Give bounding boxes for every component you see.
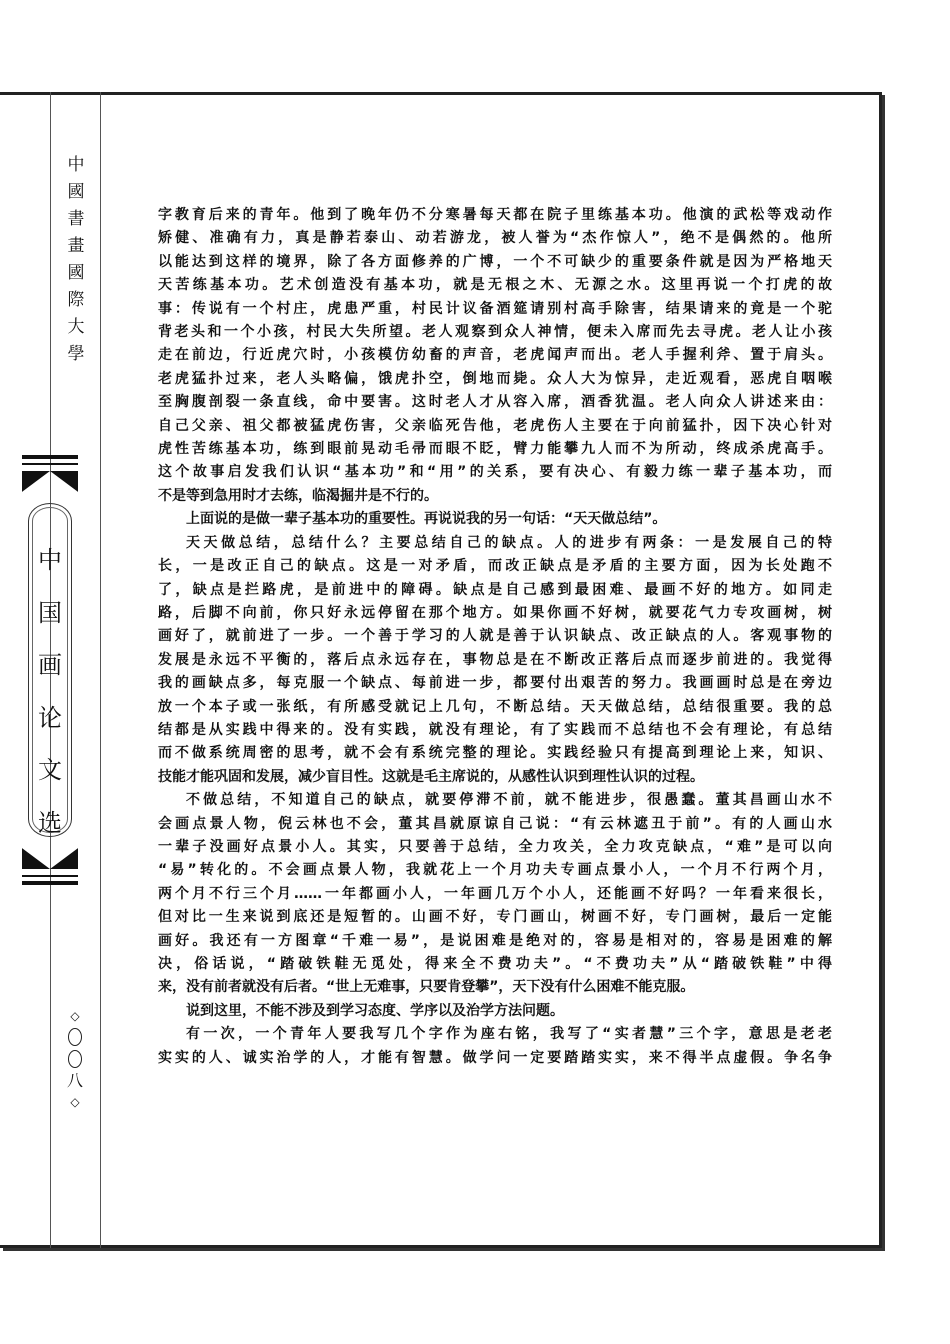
text-line: 长，一是改正自己的缺点。这是一对矛盾，而改正缺点是矛盾的主要方面，因为长处跑不 — [158, 558, 832, 575]
text-line: 来，没有前者就没有后者。“世上无难事，只要肯登攀”，天下没有什么困难不能克服。 — [158, 979, 695, 996]
body-text — [158, 204, 832, 1070]
text-line: 两个月不行三个月……一年都画小人，一年画几万个小人，还能画不好吗？一年看来很长， — [158, 885, 832, 902]
panel-top-rule — [22, 463, 78, 465]
university-vertical-title — [63, 152, 89, 368]
text-line: 了，缺点是拦路虎，是前进中的障碍。缺点是自己感到最困难、最画不好的地方。如同走 — [158, 581, 832, 598]
panel-bottom-rule — [22, 875, 78, 877]
panel-bottom-bar — [22, 881, 78, 885]
text-line: 自己父亲、祖父都被猛虎伤害，父亲临死告他，老虎伤人主要在于向前猛扑，因下决心针对 — [158, 417, 832, 434]
page-number — [60, 1006, 90, 1112]
text-line: 不做总结，不知道自己的缺点，就要停滞不前，就不能进步，很愚蠢。董其昌画山水不 — [186, 792, 832, 809]
book-title-char: 文 — [38, 756, 62, 784]
text-line: 矫健、准确有力，真是静若泰山、动若游龙，被人誉为“杰作惊人”，绝不是偶然的。他所 — [158, 230, 832, 247]
text-line: 画好。我还有一方图章“千难一易”，是说困难是绝对的，容易是相对的，容易是困难的解 — [158, 932, 832, 949]
university-char: 畫 — [67, 236, 85, 256]
text-line: 至胸腹剖裂一条直线，命中要害。这时老人才从容入席，酒香犹温。老人向众人讲述来由： — [158, 394, 832, 411]
text-line: 走在前边，行近虎穴时，小孩模仿幼畜的声音，老虎闻声而出。老人手握利斧、置于肩头。 — [158, 347, 832, 364]
text-line: 会画点景人物，倪云林也不会，董其昌就原谅自己说：“有云林遮丑于前”。有的人画山水 — [158, 815, 832, 832]
book-title-char: 画 — [38, 651, 62, 679]
text-line: 天苦练基本功。艺术创造没有基本功，就是无根之木、无源之水。这里再说一个打虎的故 — [158, 277, 832, 294]
text-line: 字教育后来的青年。他到了晚年仍不分寒暑每天都在院子里练基本功。他演的武松等戏动作 — [158, 207, 832, 223]
text-line: 背老头和一个小孩，村民大失所望。老人观察到众人神情，便未入席而先去寻虎。老人让小孩 — [158, 324, 832, 341]
diamond-ornament-icon: ◇ — [70, 1009, 80, 1023]
text-line: 上面说的是做一辈子基本功的重要性。再说说我的另一句话：“天天做总结”。 — [186, 511, 667, 528]
text-line: 实实的人、诚实治学的人，才能有智慧。做学问一定要踏踏实实，来不得半点虚假。争名争 — [158, 1049, 832, 1066]
text-line: 不是等到急用时才去练，临渴掘井是不行的。 — [158, 487, 438, 504]
panel-top-bar — [22, 455, 78, 459]
text-line: 事：传说有一个村庄，虎患严重，村民计议备酒筵请别村高手除害，结果请来的竟是一个驼 — [158, 300, 832, 317]
text-line: 结都是从实践中得来的。没有实践，就没有理论，有了实践而不总结也不会有理论，有总结 — [158, 721, 832, 738]
text-line: 这个故事启发我们认识“基本功”和“用”的关系，要有决心、有毅力练一辈子基本功，而 — [158, 464, 832, 481]
text-line: 但对比一生来说到底还是短暂的。山画不好，专门画山，树画不好，专门画树，最后一定能 — [158, 909, 832, 926]
book-title-char: 论 — [38, 703, 62, 732]
text-line: 天天做总结，总结什么？主要总结自己的缺点。人的进步有两条：一是发展自己的特 — [186, 534, 832, 551]
page-number-digit: 八 — [66, 1071, 83, 1090]
text-line: 以能达到这样的境界，除了各方面修养的广博，一个不可缺少的重要条件就是因为严格地天 — [158, 253, 832, 270]
book-title-char: 中 — [38, 546, 62, 574]
text-line: 技能才能巩固和发展，减少盲目性。这就是毛主席说的，从感性认识到理性认识的过程。 — [158, 768, 704, 785]
book-title — [20, 534, 80, 849]
text-line: 放一个本子或一张纸，有所感受就记上几句，不断总结。天天做总结，总结很重要。我的总 — [158, 698, 832, 715]
university-char: 書 — [67, 209, 85, 229]
margin-rule-inner — [100, 92, 101, 1248]
university-char: 中 — [67, 155, 85, 175]
book-title-char: 国 — [38, 598, 62, 627]
text-line: 有一次，一个青年人要我写几个字作为座右铭，我写了“实者慧”三个字，意思是老老 — [186, 1026, 832, 1043]
university-char: 學 — [67, 344, 85, 364]
text-line: 画好了，就前进了一步。一个善于学习的人就是善于认识缺点、改正缺点的人。客观事物的 — [158, 628, 832, 645]
university-char: 大 — [67, 317, 85, 337]
university-char: 際 — [67, 290, 85, 310]
text-line: 路，后脚不向前，你只好永远停留在那个地方。如果你画不好树，就要花气力专攻画树，树 — [158, 604, 832, 621]
page-number-digit-zero — [68, 1050, 82, 1068]
text-line: 说到这里，不能不涉及到学习态度、学序以及治学方法问题。 — [186, 1002, 564, 1019]
text-line: 我的画缺点多，每克服一个缺点、每前进一步，都要付出艰苦的努力。我画画时总是在旁边 — [158, 675, 832, 692]
book-title-char: 选 — [38, 808, 62, 837]
page-number-digit-zero — [68, 1028, 82, 1046]
text-line: 虎性苦练基本功，练到眼前晃动毛帚而眼不眨，臂力能攀九人而不为所动，终成杀虎高手。 — [158, 441, 832, 458]
text-line: 老虎猛扑过来，老人头略偏，饿虎扑空，倒地而毙。众人大为惊异，走近观看，恶虎自咽喉 — [158, 370, 832, 387]
university-char: 國 — [67, 263, 85, 283]
text-line: “易”转化的。不会画点景人物，我就花上一个月功夫专画点景小人，一个月不行两个月， — [158, 862, 832, 879]
university-char: 國 — [67, 182, 85, 202]
text-line: 发展是永远不平衡的，落后点永远存在，事物总是在不断改正落后点而逐步前进的。我觉得 — [158, 651, 832, 668]
text-line: 一辈子没画好点景小人。其实，只要善于总结，全力攻关，全力攻克缺点，“难”是可以向 — [158, 838, 832, 855]
text-line: 决，俗话说，“踏破铁鞋无觅处，得来全不费功夫”。“不费功夫”从“踏破铁鞋”中得 — [158, 956, 832, 972]
diamond-ornament-icon: ◇ — [70, 1095, 80, 1109]
text-line: 而不做系统周密的思考，就不会有系统完整的理论。实践经验只有提高到理论上来，知识、 — [158, 745, 832, 762]
